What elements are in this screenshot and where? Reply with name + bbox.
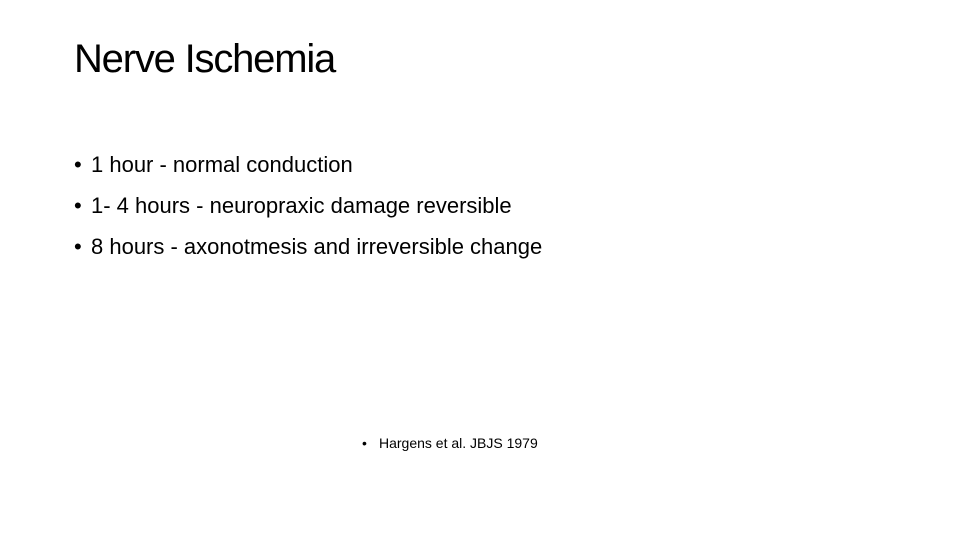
bullet-text: 8 hours - axonotmesis and irreversible change [91,234,543,259]
bullet-marker: • [74,234,82,259]
bullet-marker: • [74,193,82,218]
slide-title: Nerve Ischemia [74,37,336,81]
citation-marker: • [362,435,367,451]
bullet-item [74,144,542,185]
bullet-text: 1- 4 hours - neuropraxic damage reversible [91,193,512,218]
bullet-list [74,144,542,267]
bullet-item [74,185,542,226]
citation [362,432,538,454]
citation-text: Hargens et al. JBJS 1979 [379,435,538,451]
bullet-text: 1 hour - normal conduction [91,152,353,177]
bullet-item [74,226,542,267]
bullet-marker: • [74,152,82,177]
